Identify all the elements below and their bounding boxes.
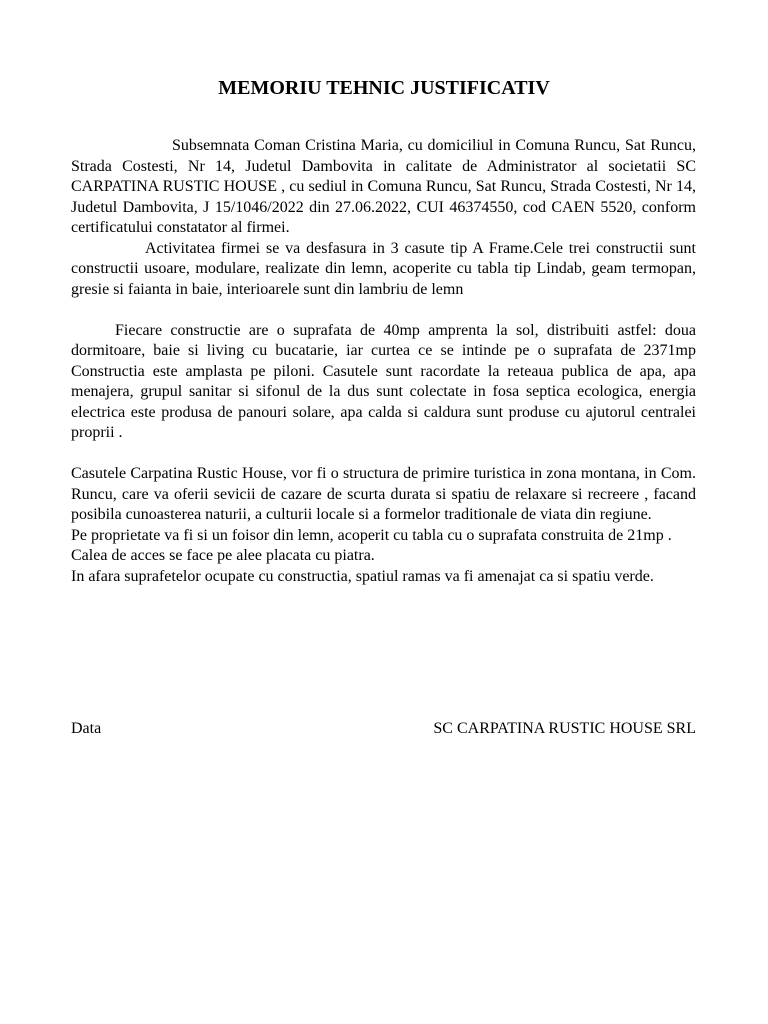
paragraph-activity: Activitatea firmei se va desfasura in 3 casute tip A Frame.Cele trei constructii sunt constructii usoare, modulare, realizate din lemn, acoperite cu tabla tip Lindab, geam termopan, gresie si faianta in baie, interioarele sunt din lambriu de lemn — [71, 239, 696, 298]
paragraph-declarant: Subsemnata Coman Cristina Maria, cu domiciliul in Comuna Runcu, Sat Runcu, Strada Costesti, Nr 14, Judetul Dambovita in calitate de Administrator al societatii SC CARPATINA RUSTIC HOUSE , cu sediul in Comuna Runcu, Sat Runcu, Strada Costesti, Nr 14, Judetul Dambovita, J 15/1046/2022 din 27.06.2022, CUI 46374550, cod CAEN 5520, conform certificatului constatator al firmei. — [71, 137, 696, 236]
paragraph-access: Calea de acces se face pe alee placata cu piatra. — [71, 547, 375, 564]
date-label: Data — [71, 720, 102, 737]
document-body — [71, 136, 696, 587]
document-footer — [71, 719, 696, 739]
company-signature: SC CARPATINA RUSTIC HOUSE SRL — [433, 720, 696, 737]
paragraph-gap — [71, 300, 696, 321]
paragraph-gazebo: Pe proprietate va fi si un foisor din lemn, acoperit cu tabla cu o suprafata construita de 21mp . — [71, 526, 672, 544]
paragraph-purpose: Casutele Carpatina Rustic House, vor fi o structura de primire turistica in zona montana, in Com. Runcu, care va oferii sevicii de cazare de scurta durata si spatiu de relaxare si recreere , facand posibila cunoasterea naturii, a culturii locale si a formelor traditionale de viata din regiune. — [71, 465, 696, 523]
paragraph-construction: Fiecare constructie are o suprafata de 40mp amprenta la sol, distribuiti astfel: doua dormitoare, baie si living cu bucatarie, iar curtea ce se intinde pe o suprafata de 2371mp Constructia este amplasta pe piloni. Casutele sunt racordate la reteaua publica de apa, apa menajera, grupul sanitar si sifonul de la dus sunt colectate in fosa septica ecologica, energia electrica este produsa de panouri solare, apa calda si caldura sunt produse cu ajutorul centralei proprii . — [71, 321, 696, 441]
document-title: MEMORIU TEHNIC JUSTIFICATIV — [218, 77, 550, 99]
paragraph-green-space: In afara suprafetelor ocupate cu constructia, spatiul ramas va fi amenajat ca si spatiu verde. — [71, 567, 654, 585]
paragraph-gap — [71, 444, 696, 465]
